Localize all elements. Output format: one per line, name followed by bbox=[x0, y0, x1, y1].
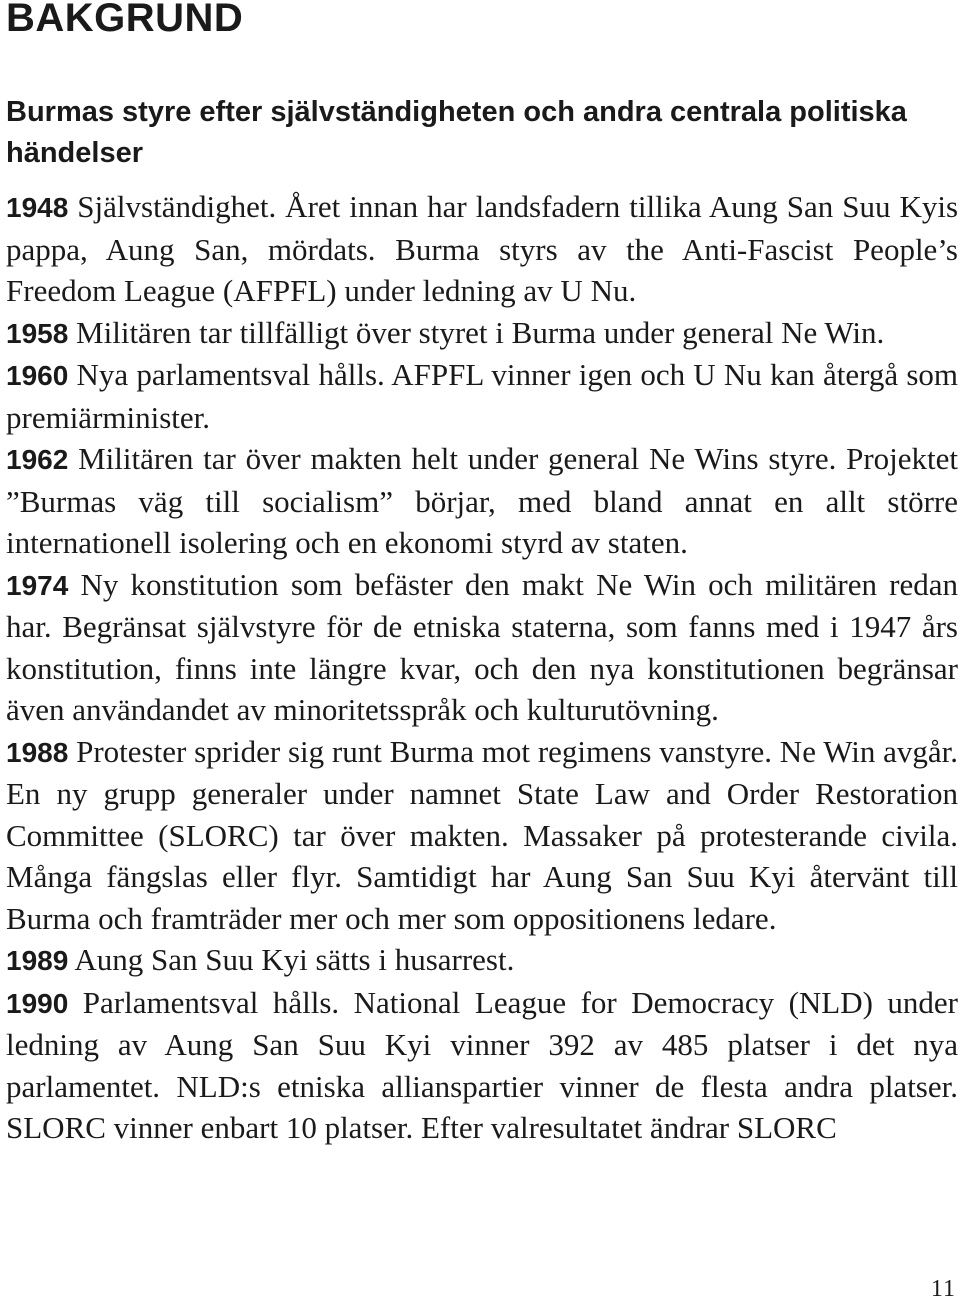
entry-year: 1988 bbox=[6, 736, 69, 768]
entry-year: 1960 bbox=[6, 360, 69, 391]
timeline-entry-1960 bbox=[6, 354, 958, 438]
entry-text: Ny konstitution som befäster den makt Ne Win och militären redan har. Begränsat självstyre för de etniska staterna, som fanns med i 1947 års konstitution, finns inte längre kvar, och den nya konstitutionen begränsar även användandet av minoritetsspråk och kulturutövning. bbox=[6, 566, 959, 727]
entry-text: Militären tar tillfälligt över styret i Burma under general Ne Win. bbox=[76, 314, 885, 350]
entry-text: Självständighet. Året innan har landsfadern tillika Aung San Suu Kyis pappa, Aung San, mördats. Burma styrs av the Anti-Fascist People’s Freedom League (AFPFL) under ledning av U Nu. bbox=[6, 189, 959, 308]
entry-year: 1958 bbox=[6, 317, 69, 349]
timeline bbox=[6, 186, 958, 1149]
entry-year: 1948 bbox=[6, 192, 69, 223]
timeline-entry-1974 bbox=[6, 564, 958, 731]
entry-year: 1989 bbox=[6, 945, 69, 976]
timeline-entry-1988 bbox=[6, 731, 958, 940]
entry-year: 1974 bbox=[6, 569, 69, 601]
entry-year: 1962 bbox=[6, 444, 69, 475]
timeline-entry-1990 bbox=[6, 982, 958, 1149]
entry-year: 1990 bbox=[6, 987, 69, 1019]
entry-text: Parlamentsval hålls. National League for Democracy (NLD) under ledning av Aung San Suu Kyi vinner 392 av 485 platser i det nya parlamentet. NLD:s etniska allianspartier vinner de flesta andra platser. SLORC vinner enbart 10 platser. Efter valresultatet ändrar SLORC bbox=[6, 984, 958, 1145]
entry-text: Nya parlamentsval hålls. AFPFL vinner igen och U Nu kan återgå som premiärminister. bbox=[6, 357, 959, 435]
section-title: BAKGRUND bbox=[6, 0, 244, 40]
timeline-entry-1989 bbox=[6, 939, 958, 982]
entry-text: Aung San Suu Kyi sätts i husarrest. bbox=[74, 942, 515, 977]
document-page bbox=[6, 0, 958, 1149]
entry-text: Militären tar över makten helt under general Ne Wins styre. Projektet ”Burmas väg till socialism” börjar, med bland annat en allt större internationell isolering och en ekonomi styrd av staten. bbox=[6, 441, 959, 560]
timeline-entry-1948 bbox=[6, 186, 958, 312]
entry-text: Protester sprider sig runt Burma mot regimens vanstyre. Ne Win avgår. En ny grupp generaler under namnet State Law and Order Restoration Committee (SLORC) tar över makten. Massaker på protesterande civila. Många fängslas eller flyr. Samtidigt har Aung San Suu Kyi återvänt till Burma och framträder mer och mer som oppositionens ledare. bbox=[6, 733, 958, 936]
subtitle: Burmas styre efter självständigheten och andra centrala politiska händelser bbox=[6, 96, 907, 169]
timeline-entry-1958 bbox=[6, 312, 958, 355]
timeline-entry-1962 bbox=[6, 438, 958, 564]
page-number: 11 bbox=[930, 1276, 956, 1302]
